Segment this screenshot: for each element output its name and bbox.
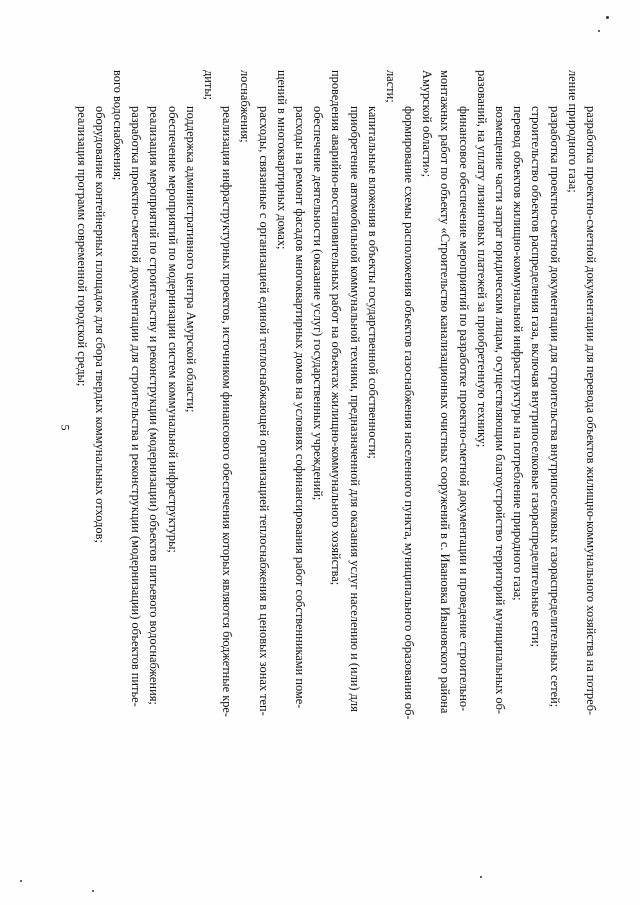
- text-line: разработка проектно-сметной документации для перевода объектов жилищно-коммунального хозяйства на потреб-: [584, 106, 598, 716]
- scan-speck: [606, 16, 609, 19]
- text-line: реализация программ современной городской среды;: [74, 106, 89, 387]
- text-line: оборудование контейнерных площадок для сбора твердых коммунальных отходов;: [92, 106, 107, 543]
- text-line: перевод объектов жилищно-коммунальной инфраструктуры на потребление природного газа;: [511, 106, 526, 601]
- text-line: реализация инфраструктурных проектов, источником финансового обеспечения которых являются бюджетные кре-: [220, 106, 235, 718]
- text-line: капитальные вложения в объекты государственной собственности;: [365, 106, 380, 459]
- text-line: возмещение части затрат юридическим лицам, осуществляющим благоустройство территорий муниципальных об-: [493, 106, 508, 715]
- scan-speck: [92, 890, 94, 892]
- text-line: расходы на ремонт фасадов многоквартирных домов на условиях софинансирования работ собственниками поме-: [293, 106, 307, 709]
- text-line: обеспечение мероприятий по модернизации систем коммунальной инфраструктуры;: [165, 106, 180, 553]
- page-number: 5: [58, 424, 73, 431]
- text-line: Амурской области»;: [420, 70, 435, 178]
- scan-speck: [480, 876, 482, 878]
- text-line: строительство объектов распределения газа, включая внутрипоселковые газораспределительные сети;: [529, 106, 544, 648]
- scan-speck: [20, 880, 22, 882]
- text-line: лоснабжения;: [238, 70, 253, 143]
- text-line: поддержка административного центра Амурской области;: [183, 106, 198, 413]
- text-line: финансовое обеспечение мероприятий по разработке проектно-сметной документации и проведение строительно-: [456, 106, 471, 712]
- rotated-text-block: [74, 70, 600, 870]
- text-line: проведения аварийно-восстановительных работ на объектах жилищно-коммунального хозяйства;: [329, 70, 344, 586]
- text-line: разработка проектно-сметной документации для строительства и реконструкции (модернизации) объектов питье-: [129, 106, 144, 707]
- text-line: приобретение автомобильной коммунальной техники, предназначенной для оказания услуг населению и (или) для: [347, 106, 362, 712]
- text-line: ласти;: [383, 70, 398, 103]
- text-line: щений в многоквартирных домах;: [274, 70, 289, 250]
- text-line: ление природного газа;: [565, 70, 580, 193]
- text-line: расходы, связанные с организацией единой теплоснабжающей организацией теплоснабжения в ценовых зонах теп-: [256, 106, 271, 716]
- text-line: реализация мероприятий по строительству и реконструкции (модернизации) объектов питьевого водоснабжения;: [147, 106, 162, 705]
- scan-speck: [598, 30, 600, 32]
- text-line: монтажных работ по объекту «Строительство канализационных очистных сооружений в с. Ивановка Ивановского района: [438, 70, 453, 714]
- text-line: обеспечение деятельности (оказание услуг) государственных учреждений;: [311, 106, 326, 501]
- text-line: диты;: [202, 70, 217, 101]
- text-line: разований, на уплату лизинговых платежей за приобретенную технику;: [474, 70, 489, 448]
- text-line: вого водоснабжения;: [111, 70, 126, 181]
- text-line: разработка проектно-сметной документации для строительства внутрипоселковых газораспределительных сетей;: [547, 106, 562, 708]
- text-line: формирование схемы расположения объектов газоснабжения населенного пункта, муниципального образования об-: [402, 106, 417, 720]
